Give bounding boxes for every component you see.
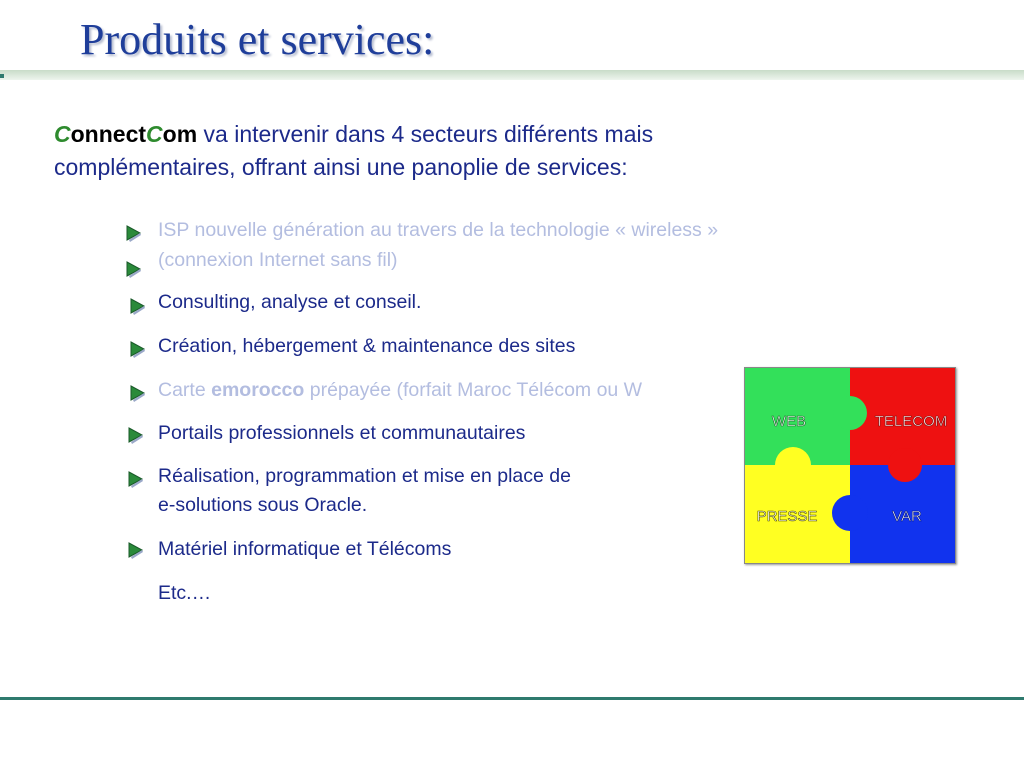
- bullet-arrow-icon: [126, 541, 144, 559]
- puzzle-sectors-image: [744, 367, 956, 564]
- bullet-consulting: Consulting, analyse et conseil.: [158, 291, 422, 313]
- bullet-isp-line1: ISP nouvelle génération au travers de la technologie « wireless »: [158, 219, 719, 241]
- bullet-carte-brand: emorocco: [211, 379, 305, 401]
- puzzle-label-web: WEB: [771, 413, 807, 430]
- puzzle-knob-var-left: [832, 495, 868, 531]
- bullet-realisation-line1: Réalisation, programmation et mise en place de: [158, 465, 571, 487]
- bullet-carte-post: prépayée (forfait Maroc Télécom ou W: [304, 379, 643, 401]
- title-underline-bar: [0, 70, 1024, 80]
- bullet-realisation-line2: e-solutions sous Oracle.: [158, 494, 368, 516]
- bullet-etc: Etc.…: [158, 582, 212, 604]
- intro-paragraph: [54, 118, 834, 184]
- brand-letter-c2: C: [146, 121, 163, 147]
- title-bar-tick: [0, 74, 4, 78]
- puzzle-knob-presse-top: [775, 447, 811, 483]
- bullet-creation: Création, hébergement & maintenance des sites: [158, 335, 576, 357]
- bullet-arrow-icon: [124, 260, 142, 278]
- bullet-arrow-icon: [128, 297, 146, 315]
- bullet-arrow-icon: [128, 340, 146, 358]
- puzzle-knob-telecom-bottom: [888, 448, 922, 482]
- bullet-arrow-icon: [128, 384, 146, 402]
- puzzle-label-var: VAR: [892, 508, 922, 525]
- slide-title: Produits et services:: [80, 15, 435, 64]
- bullet-arrow-icon: [124, 224, 142, 242]
- puzzle-label-telecom: TELECOM: [874, 413, 948, 430]
- brand-name: [54, 121, 197, 147]
- bullet-carte-pre: Carte: [158, 379, 212, 401]
- bullet-portails: Portails professionnels et communautaires: [158, 422, 526, 444]
- puzzle-label-presse: PRESSE: [756, 508, 818, 525]
- brand-part-om: om: [162, 121, 198, 147]
- footer-divider-line: [0, 697, 1024, 700]
- bullet-isp-line2: (connexion Internet sans fil): [158, 249, 398, 271]
- brand-letter-c1: C: [54, 121, 71, 147]
- bullet-arrow-icon: [126, 470, 144, 488]
- bullet-arrow-icon: [126, 426, 144, 444]
- bullet-carte: [158, 376, 744, 405]
- puzzle-knob-web-right: [833, 396, 867, 430]
- brand-part-onnect: onnect: [70, 121, 147, 147]
- bullet-materiel: Matériel informatique et Télécoms: [158, 538, 452, 560]
- intro-text: va intervenir dans 4 secteurs différents mais complémentaires, offrant ainsi une panoplie de services:: [54, 121, 654, 180]
